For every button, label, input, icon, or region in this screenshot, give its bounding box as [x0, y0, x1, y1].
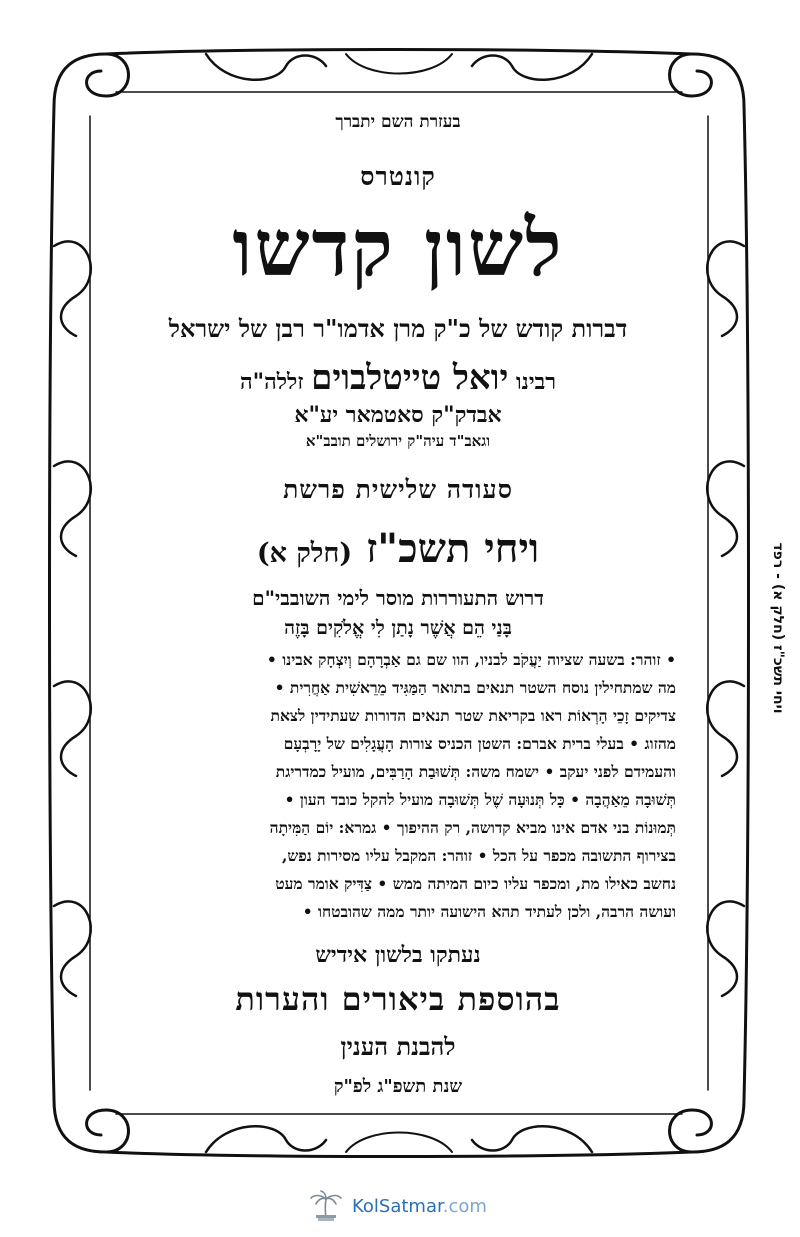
- year-line: שנת תשפ"ג לפ"ק: [333, 1076, 463, 1097]
- pasuk-line: בָּנַי הֵם אֲשֶׁר נָתַן לִי אֱלֹקִים בָּזֶה: [284, 617, 512, 639]
- side-page-label: ויחי תשכ"ז (חלק א) - רפד: [770, 542, 786, 714]
- translation-note: נעתקו בלשון אידיש: [315, 942, 481, 968]
- summary-line: בצירוף התשובה מכפר על הכל • זוהר: המקבל עליו מסירות נפש,: [281, 846, 676, 865]
- summary-line: ועושה הרבה, ולכן לעתיד תהא הישועה יותר ממה שהובטחו •: [302, 902, 676, 921]
- summary-line: נחשב כאילו מת, ומכפר עליו כיום המיתה ממש • צַדִּיק אומר מעט: [275, 874, 676, 893]
- summary-line: צדיקים זָכֵי הָרְאוֹת ראו בקריאת שטר תנאים הדורות שעתידין לצאת: [270, 706, 676, 725]
- logo-name: KolSatmar: [352, 1195, 443, 1217]
- rabbi-suffix: זללה"ה: [239, 369, 304, 395]
- blessing-line: בעזרת השם יתברך: [335, 112, 461, 132]
- seuda-line: סעודה שלישית פרשת: [283, 475, 513, 504]
- summary-block: [118, 646, 678, 926]
- additions-line: בהוספת ביאורים והערות: [235, 980, 561, 1018]
- parsha-name: ויחי תשכ"ז: [366, 525, 540, 572]
- rabbi-name: יואל טייטלבוים: [311, 358, 509, 398]
- drush-line: דרוש התעוררות מוסר לימי השובבי"ם: [252, 586, 544, 610]
- kuntres-label: קונטרס: [360, 162, 436, 191]
- subtitle: דברות קודש של כ"ק מרן אדמו"ר רבן של ישראל: [168, 314, 628, 343]
- palm-tree-books-icon: [308, 1189, 344, 1223]
- title-page-content: [118, 110, 678, 1110]
- summary-line: מה שמתחילין נוסח השטר תנאים בתואר הַמַּגִּיד מֵרֵאשִׁית אַחֲרִית •: [274, 678, 676, 697]
- vegav-line: וגאב"ד עיה"ק ירושלים תובב"א: [305, 432, 491, 450]
- parsha-line: [118, 525, 678, 572]
- rabbi-prefix: רבינו: [516, 369, 557, 395]
- understanding-line: להבנת הענין: [340, 1032, 456, 1061]
- rabbi-line: [118, 358, 678, 398]
- logo-text: [352, 1196, 487, 1217]
- summary-line: והעמידם לפני יעקב • ישמח משה: תְּשׁוּבַת הָרַבִּים, מועיל כמדריגת: [275, 762, 676, 781]
- part-label: (חלק א): [256, 538, 353, 569]
- kolsatmar-logo[interactable]: [308, 1186, 508, 1226]
- logo-domain: .com: [442, 1195, 487, 1217]
- summary-line: • זוהר: בשעה שציוה יַעֲקֹב לבניו, הוו שם גם אַבְרָהָם וְיִצְחָק אבינו •: [266, 650, 676, 669]
- abdk-line: אבדק"ק סאטמאר יע"א: [294, 402, 502, 428]
- summary-line: מהזוג • בעלי ברית אברם: השטן הכניס צורות הָעֲגָלִים של יָרָבְעָם: [283, 734, 676, 753]
- summary-line: תְּשׁוּבָה מֵאַהֲבָה • כָּל תְּנוּעָה שֶׁל תְּשׁוּבָה מועיל להקל כובד העון •: [284, 790, 676, 809]
- book-title: לשון קדשו: [232, 203, 564, 294]
- summary-line: תְּמוּנוֹת בני אדם אינו מביא קדושה, רק ההיפוך • גמרא: יוֹם הַמִּיתָה: [269, 818, 676, 837]
